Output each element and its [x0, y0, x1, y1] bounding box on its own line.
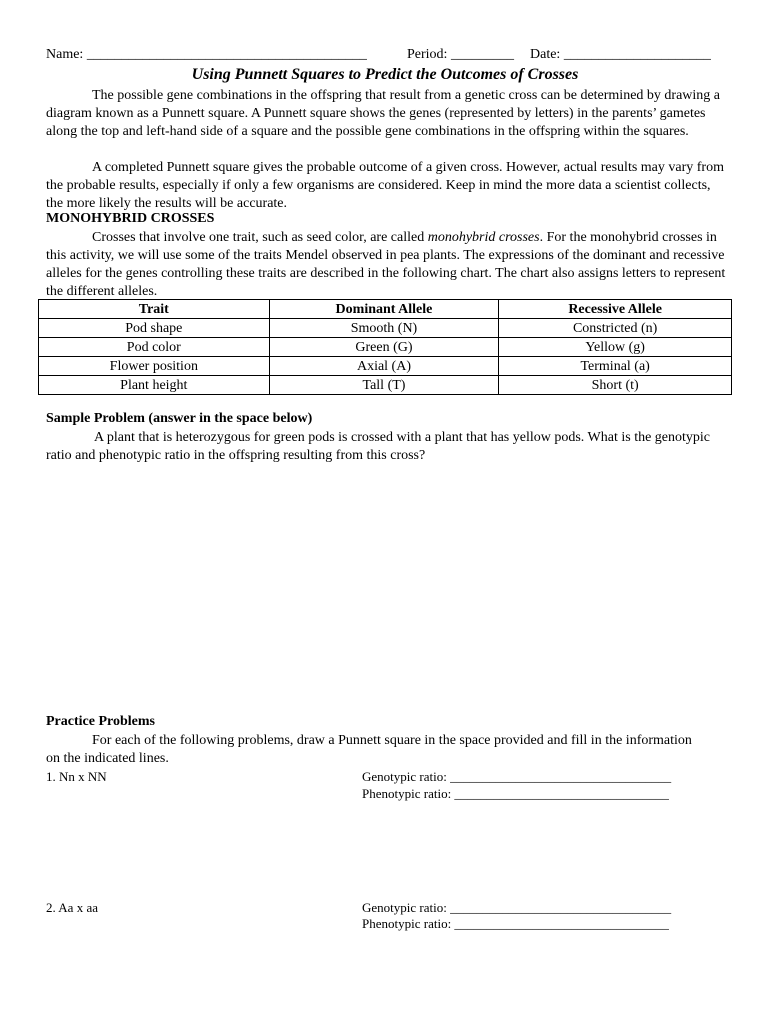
table-cell: Green (G): [269, 338, 499, 357]
table-cell: Pod shape: [39, 319, 270, 338]
monohybrid-paragraph: [46, 229, 728, 301]
intro-paragraph-2: A completed Punnett square gives the probable outcome of a given cross. However, actual results may vary from the probable results, especially if only a few organisms are considered. Keep in mind the more data a scientist collects, the more likely the results will be accurate.: [46, 160, 724, 211]
problem-2-answer-space[interactable]: [46, 936, 728, 1016]
date-field-label[interactable]: Date: _____________________: [530, 47, 711, 62]
table-cell: Smooth (N): [269, 319, 499, 338]
header-dominant-allele: Dominant Allele: [269, 300, 499, 319]
problem-1-phenotypic-line[interactable]: Phenotypic ratio: _________________________________: [362, 786, 669, 801]
table-row: [39, 338, 732, 357]
intro-paragraph-1: The possible gene combinations in the offspring that result from a genetic cross can be determined by drawing a diagram known as a Punnett square. A Punnett square shows the genes (represented by letters) in the parents’ gametes along the top and left-hand side of a square and the possible gene combinations in the offspring within the squares.: [46, 88, 721, 139]
problem-1-label: 1. Nn x NN: [46, 769, 107, 784]
sample-problem-text: A plant that is heterozygous for green pods is crossed with a plant that has yellow pods. What is the genotypic ratio and phenotypic ratio in the offspring resulting from this cross?: [46, 430, 711, 463]
table-header-row: [39, 300, 732, 319]
table-row: [39, 357, 732, 376]
table-cell: Constricted (n): [499, 319, 732, 338]
table-cell: Pod color: [39, 338, 270, 357]
problem-2-phenotypic-line[interactable]: Phenotypic ratio: _________________________________: [362, 916, 669, 931]
header-trait: Trait: [39, 300, 270, 319]
practice-instructions: For each of the following problems, draw a Punnett square in the space provided and fill in the information on the indicated lines.: [46, 733, 692, 766]
sample-problem-heading: Sample Problem (answer in the space below): [46, 411, 313, 426]
name-field-label[interactable]: Name: ________________________________________: [46, 47, 367, 62]
period-field-label[interactable]: Period: _________: [407, 47, 514, 62]
table-cell: Tall (T): [269, 376, 499, 395]
page-title: Using Punnett Squares to Predict the Outcomes of Crosses: [191, 66, 579, 83]
traits-table: [38, 299, 732, 395]
problem-2-label: 2. Aa x aa: [46, 900, 98, 915]
monohybrid-heading: MONOHYBRID CROSSES: [46, 211, 215, 226]
table-cell: Short (t): [499, 376, 732, 395]
table-cell: Yellow (g): [499, 338, 732, 357]
monohybrid-term: monohybrid crosses: [427, 230, 540, 245]
table-cell: Terminal (a): [499, 357, 732, 376]
practice-problems-heading: Practice Problems: [46, 714, 155, 729]
monohybrid-text-end: . For the monohybrid crosses in this activity, we will use some of the traits Mendel observed in pea plants. The expressions of the dominant and recessive alleles for the genes controlling these traits are described in the following chart. The chart also assigns letters to represent the different alleles.: [46, 230, 726, 299]
problem-2-genotypic-line[interactable]: Genotypic ratio: __________________________________: [362, 900, 672, 915]
table-row: [39, 319, 732, 338]
table-cell: Axial (A): [269, 357, 499, 376]
problem-1-genotypic-line[interactable]: Genotypic ratio: __________________________________: [362, 769, 672, 784]
monohybrid-text-start: Crosses that involve one trait, such as seed color, are called: [92, 230, 428, 245]
sample-answer-space[interactable]: [46, 470, 728, 700]
problem-1-answer-space[interactable]: [46, 805, 728, 895]
header-recessive-allele: Recessive Allele: [499, 300, 732, 319]
table-cell: Plant height: [39, 376, 270, 395]
table-cell: Flower position: [39, 357, 270, 376]
table-row: [39, 376, 732, 395]
